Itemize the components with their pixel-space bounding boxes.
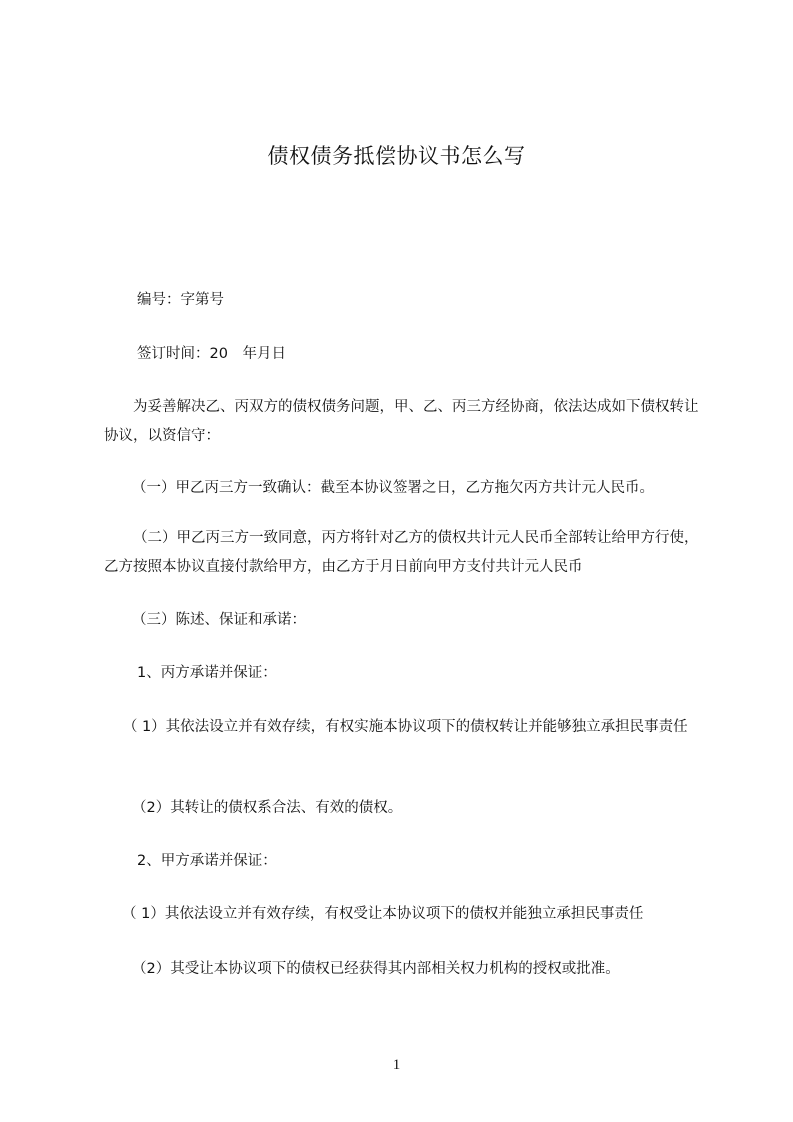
signing-date: 签订时间：20 年月日 [137, 346, 286, 362]
contract-number: 编号：字第号 [137, 292, 224, 308]
clause-1: （一）甲乙丙三方一致确认：截至本协议签署之日，乙方拖欠丙方共计元人民币。 [132, 480, 654, 496]
item-1-1: （ 1）其依法设立并有效存续，有权实施本协议项下的债权转让并能够独立承担民事责任 [122, 719, 688, 735]
document-title: 债权债务抵偿协议书怎么写 [267, 144, 526, 168]
clause-3-heading: （三）陈述、保证和承诺： [132, 612, 306, 628]
clause-2: （二）甲乙丙三方一致同意，丙方将针对乙方的债权共计元人民币全部转让给甲方行使，乙方按照本协议直接付款给甲方，由乙方于月日前向甲方支付共计元人民币 [104, 530, 699, 575]
item-1-heading: 1、丙方承诺并保证： [137, 665, 277, 681]
page-number: 1 [392, 1057, 401, 1073]
item-2-1: （ 1）其依法设立并有效存续，有权受让本协议项下的债权并能独立承担民事责任 [122, 906, 644, 922]
item-2-heading: 2、甲方承诺并保证： [137, 853, 277, 869]
item-1-2: （2）其转让的债权系合法、有效的债权。 [132, 800, 403, 816]
intro-paragraph: 为妥善解决乙、丙双方的债权债务问题，甲、乙、丙三方经协商，依法达成如下债权转让协议，以资信守： [104, 399, 699, 444]
item-2-2: （2）其受让本协议项下的债权已经获得其内部相关权力机构的授权或批准。 [132, 961, 620, 977]
